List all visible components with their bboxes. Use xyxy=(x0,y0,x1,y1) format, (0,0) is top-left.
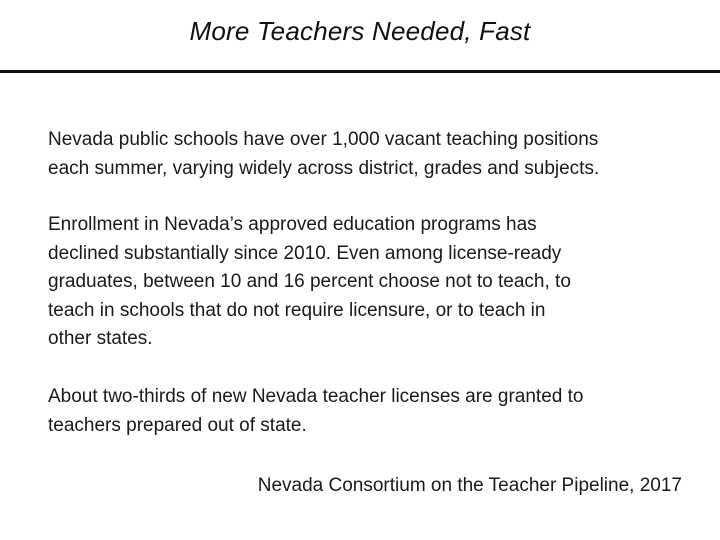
text-line: Enrollment in Nevada’s approved education programs has xyxy=(48,214,537,235)
text-line: declined substantially since 2010. Even among license-ready xyxy=(48,242,562,264)
paragraph-enrollment xyxy=(48,211,708,354)
title-divider xyxy=(0,70,720,73)
source-citation: Nevada Consortium on the Teacher Pipeline, 2017 xyxy=(257,475,682,496)
text-line: graduates, between 10 and 16 percent choose not to teach, to xyxy=(48,271,571,292)
paragraph-licenses xyxy=(48,383,708,440)
text-line: teachers prepared out of state. xyxy=(48,414,307,436)
slide-title: More Teachers Needed, Fast xyxy=(189,16,531,46)
text-line: other states. xyxy=(48,328,153,349)
text-line: each summer, varying widely across district, grades and subjects. xyxy=(48,157,600,179)
paragraph-vacancies xyxy=(48,126,708,183)
text-line: Nevada public schools have over 1,000 vacant teaching positions xyxy=(48,129,599,150)
text-line: About two-thirds of new Nevada teacher licenses are granted to xyxy=(48,386,584,407)
text-line: teach in schools that do not require licensure, or to teach in xyxy=(48,299,546,321)
